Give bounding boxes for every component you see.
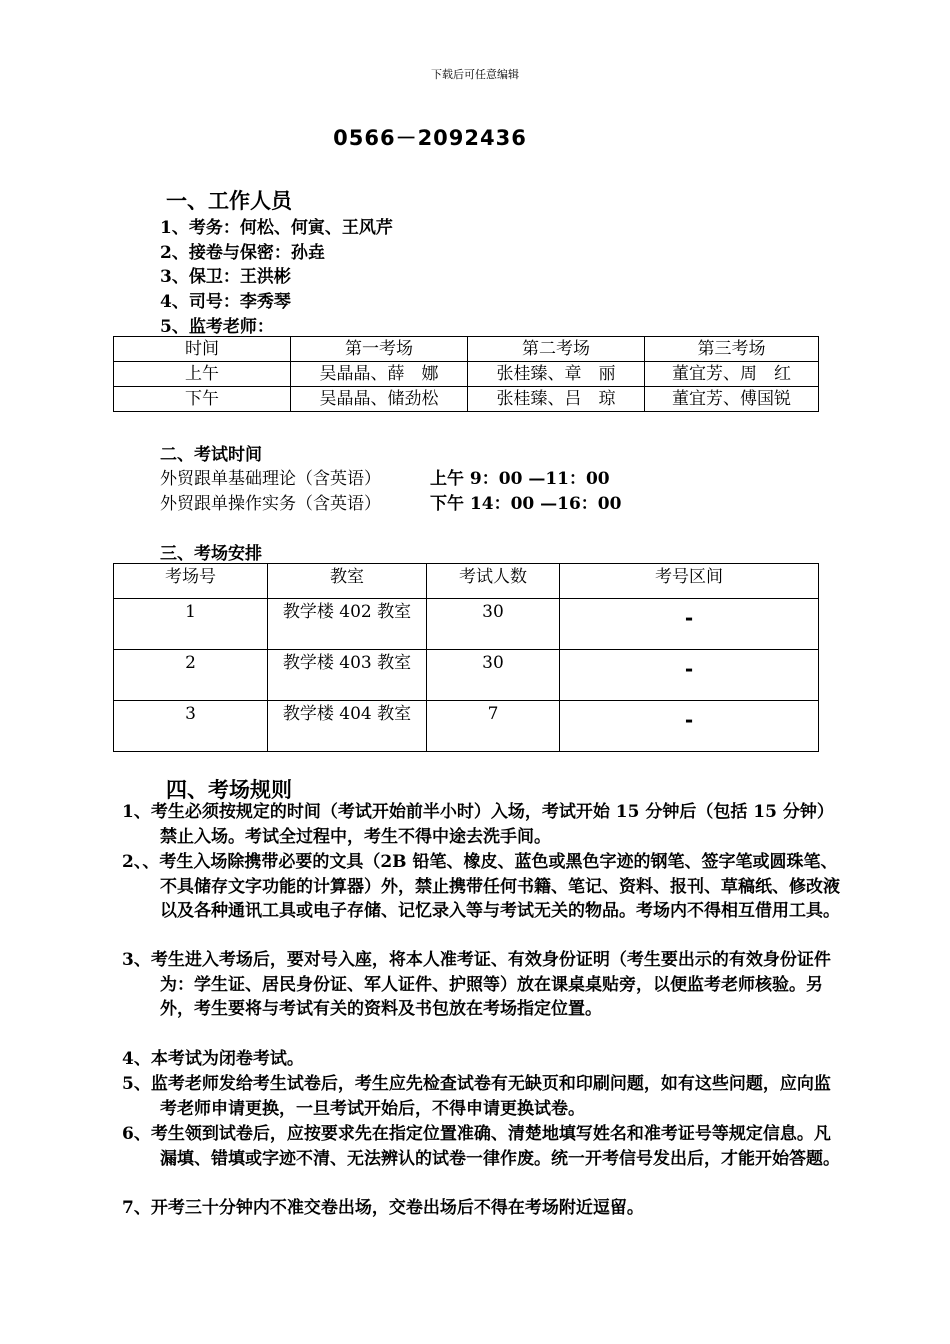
table-row <box>114 599 819 650</box>
rule-number: 7、 <box>122 1198 151 1218</box>
rule-item <box>122 1196 842 1221</box>
rule-number: 4、 <box>122 1049 151 1069</box>
table-cell: 张桂臻、章 丽 <box>468 362 645 387</box>
exam-subject: 外贸跟单操作实务（含英语） <box>160 494 381 514</box>
rule-item <box>122 1072 842 1121</box>
table-cell: 30 <box>427 650 560 701</box>
table-cell: 吴晶晶、薛 娜 <box>291 362 468 387</box>
table-cell: 3 <box>114 701 268 752</box>
rule-item <box>122 850 842 924</box>
table-header-cell: 教室 <box>268 564 427 599</box>
rule-text: 、考生入场除携带必要的文具（2B 铅笔、橡皮、蓝色或黑色字迹的钢笔、签字笔或圆珠笔、不具储存文字功能的计算器）外，禁止携带任何书籍、笔记、资料、报刊、草稿纸、修改液以及各种通讯工具或电子存储、记忆录入等与考试无关的物品。考场内不得相互借用工具。 <box>142 852 840 922</box>
table-header-cell: 考试人数 <box>427 564 560 599</box>
table-cell: 吴晶晶、储劲松 <box>291 387 468 412</box>
range-dash: - <box>684 657 694 681</box>
table-cell: 教学楼 403 教室 <box>268 650 427 701</box>
table-cell: 董宜芳、周 红 <box>645 362 819 387</box>
table-cell: 1 <box>114 599 268 650</box>
header-note: 下载后可任意编辑 <box>431 68 519 81</box>
staff-heading: 一、工作人员 <box>166 188 292 213</box>
table-cell: 2 <box>114 650 268 701</box>
exam-time: 下午 14：00 —16：00 <box>430 494 622 514</box>
table-header-cell: 时间 <box>114 337 291 362</box>
rule-item <box>122 800 842 849</box>
table-cell: 下午 <box>114 387 291 412</box>
rule-item <box>122 948 842 1022</box>
staff-item: 5、监考老师： <box>160 317 274 337</box>
rules-heading: 四、考场规则 <box>166 777 292 802</box>
exam-subject: 外贸跟单基础理论（含英语） <box>160 469 381 489</box>
phone-number: 0566－2092436 <box>333 126 527 150</box>
staff-item: 4、司号：李秀琴 <box>160 292 291 312</box>
table-cell <box>560 599 819 650</box>
rule-number: 1、 <box>122 802 151 822</box>
rule-text: 考生进入考场后，要对号入座，将本人准考证、有效身份证明（考生要出示的有效身份证件为：学生证、居民身份证、军人证件、护照等）放在课桌桌贴旁，以便监考老师核验。另外，考生要将与考试有关的资料及书包放在考场指定位置。 <box>150 950 831 1020</box>
table-header-cell: 第一考场 <box>291 337 468 362</box>
table-header-row <box>114 337 819 362</box>
rule-number: 2、 <box>122 852 143 872</box>
rule-item <box>122 1047 842 1072</box>
rule-number: 6、 <box>122 1124 151 1144</box>
rule-text: 考生领到试卷后，应按要求先在指定位置准确、清楚地填写姓名和准考证号等规定信息。凡漏填、错填或字迹不清、无法辨认的试卷一律作废。统一开考信号发出后，才能开始答题。 <box>150 1124 840 1169</box>
table-cell: 教学楼 402 教室 <box>268 599 427 650</box>
rooms-heading: 三、考场安排 <box>160 544 262 564</box>
rule-number: 3、 <box>122 950 151 970</box>
rule-text: 考生必须按规定的时间（考试开始前半小时）入场，考试开始 15 分钟后（包括 15 分钟）禁止入场。考试全过程中，考生不得中途去洗手间。 <box>150 802 834 847</box>
table-header-cell: 考场号 <box>114 564 268 599</box>
table-header-row <box>114 564 819 599</box>
exam-time-heading: 二、考试时间 <box>160 445 262 465</box>
table-cell: 7 <box>427 701 560 752</box>
table-cell: 30 <box>427 599 560 650</box>
exam-time: 上午 9：00 —11：00 <box>430 469 610 489</box>
rooms-table <box>113 563 819 752</box>
rule-text: 监考老师发给考生试卷后，考生应先检查试卷有无缺页和印刷问题，如有这些问题，应向监考老师申请更换，一旦考试开始后，不得申请更换试卷。 <box>150 1074 831 1119</box>
rule-text: 开考三十分钟内不准交卷出场，交卷出场后不得在考场附近逗留。 <box>150 1198 644 1218</box>
table-row <box>114 701 819 752</box>
table-cell: 张桂臻、吕 琼 <box>468 387 645 412</box>
rule-number: 5、 <box>122 1074 151 1094</box>
table-cell <box>560 701 819 752</box>
staff-item: 1、考务：何松、何寅、王风芹 <box>160 218 393 238</box>
staff-item: 3、保卫：王洪彬 <box>160 267 291 287</box>
table-cell <box>560 650 819 701</box>
table-cell: 教学楼 404 教室 <box>268 701 427 752</box>
rule-text: 本考试为闭卷考试。 <box>150 1049 304 1069</box>
table-cell: 上午 <box>114 362 291 387</box>
table-row <box>114 650 819 701</box>
table-row <box>114 387 819 412</box>
table-header-cell: 考号区间 <box>560 564 819 599</box>
staff-item: 2、接卷与保密：孙垚 <box>160 243 325 263</box>
invigilator-table <box>113 336 819 412</box>
table-header-cell: 第三考场 <box>645 337 819 362</box>
table-header-cell: 第二考场 <box>468 337 645 362</box>
table-cell: 董宜芳、傅国锐 <box>645 387 819 412</box>
range-dash: - <box>684 606 694 630</box>
range-dash: - <box>684 708 694 732</box>
table-row <box>114 362 819 387</box>
rule-item <box>122 1122 842 1171</box>
